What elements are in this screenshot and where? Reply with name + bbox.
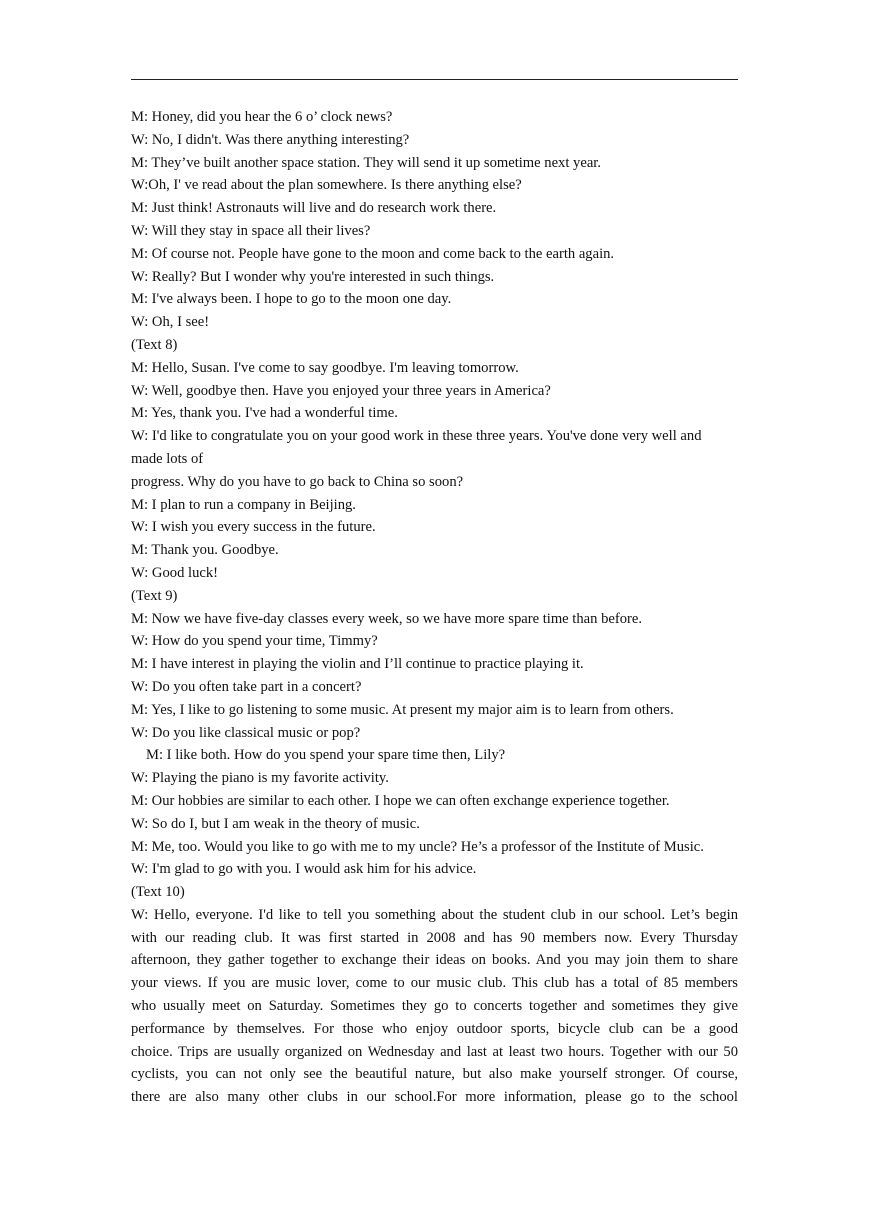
dialogue-line: M: Of course not. People have gone to the moon and come back to the earth again.: [131, 245, 615, 262]
paragraph-line: who usually meet on Saturday. Sometimes they go to concerts together and sometimes they give: [131, 998, 738, 1015]
dialogue-line: M: I plan to run a company in Beijing.: [131, 496, 356, 513]
dialogue-line: M: Now we have five-day classes every week, so we have more spare time than before.: [131, 610, 642, 627]
dialogue-line: W: I wish you every success in the future.: [131, 519, 376, 536]
dialogue-line: W: So do I, but I am weak in the theory of music.: [131, 815, 420, 832]
text10-paragraph: [131, 904, 738, 1109]
dialogue-line: W: How do you spend your time, Timmy?: [131, 633, 378, 650]
dialogue-line: M: I have interest in playing the violin and I’ll continue to practice playing it.: [131, 656, 584, 673]
dialogue-line: M: Our hobbies are similar to each other. I hope we can often exchange experience together.: [131, 792, 670, 809]
dialogue-line: M: Me, too. Would you like to go with me to my uncle? He’s a professor of the Institute of Music.: [131, 838, 704, 855]
paragraph-line: choice. Trips are usually organized on Wednesday and last at least two hours. Together with our 50: [131, 1043, 738, 1060]
dialogue-lines-before: [131, 106, 738, 744]
dialogue-line: progress. Why do you have to go back to China so soon?: [131, 473, 464, 490]
dialogue-line: made lots of: [131, 450, 204, 467]
dialogue-lines-after: [131, 767, 738, 904]
paragraph-line: afternoon, they gather together to exchange their ideas on books. And you may join them to share: [131, 952, 738, 969]
paragraph-line: there are also many other clubs in our school.For more information, please go to the school: [131, 1089, 738, 1106]
dialogue-line: W: Oh, I see!: [131, 314, 210, 331]
dialogue-line: W: I'd like to congratulate you on your good work in these three years. You've done very well and: [131, 428, 702, 445]
section-heading: (Text 10): [131, 884, 185, 901]
dialogue-line: W: Will they stay in space all their lives?: [131, 222, 371, 239]
dialogue-line: M: Honey, did you hear the 6 o’ clock news?: [131, 109, 393, 125]
dialogue-line: M: I've always been. I hope to go to the moon one day.: [131, 291, 452, 308]
dialogue-line: M: They’ve built another space station. They will send it up sometime next year.: [131, 154, 602, 171]
header-rule: [131, 79, 738, 80]
section-heading: (Text 8): [131, 336, 178, 353]
dialogue-line: M: Thank you. Goodbye.: [131, 542, 279, 559]
dialogue-line: W: Good luck!: [131, 564, 218, 581]
dialogue-line-indented: M: I like both. How do you spend your spare time then, Lily?: [146, 747, 506, 764]
section-heading: (Text 9): [131, 587, 178, 604]
dialogue-line: W: Do you like classical music or pop?: [131, 724, 361, 741]
dialogue-line: W: Do you often take part in a concert?: [131, 678, 362, 695]
dialogue-line: M: Just think! Astronauts will live and do research work there.: [131, 200, 497, 217]
dialogue-line: W: Playing the piano is my favorite activity.: [131, 770, 389, 787]
dialogue-line: W: No, I didn't. Was there anything interesting?: [131, 131, 410, 148]
paragraph-line: with our reading club. It was first started in 2008 and has 90 members now. Every Thursday: [131, 929, 738, 946]
paragraph-line: cyclists, you can not only see the beautiful nature, but also make yourself stronger. Of course,: [131, 1066, 738, 1083]
dialogue-line: M: Hello, Susan. I've come to say goodbye. I'm leaving tomorrow.: [131, 359, 519, 376]
dialogue-line: W: Really? But I wonder why you're interested in such things.: [131, 268, 495, 285]
dialogue-line: W: Well, goodbye then. Have you enjoyed your three years in America?: [131, 382, 551, 399]
dialogue-line: W:Oh, I' ve read about the plan somewhere. Is there anything else?: [131, 177, 522, 194]
paragraph-line: W: Hello, everyone. I'd like to tell you something about the student club in our school. Let’s begin: [131, 906, 738, 923]
transcript-body: [131, 106, 738, 1109]
dialogue-line: M: Yes, thank you. I've had a wonderful time.: [131, 405, 398, 422]
paragraph-line: your views. If you are music lover, come to our music club. This club has a total of 85 members: [131, 975, 738, 992]
dialogue-line: W: I'm glad to go with you. I would ask him for his advice.: [131, 861, 477, 878]
dialogue-line: M: Yes, I like to go listening to some music. At present my major aim is to learn from others.: [131, 701, 674, 718]
paragraph-line: performance by themselves. For those who enjoy outdoor sports, bicycle club can be a good: [131, 1020, 738, 1037]
